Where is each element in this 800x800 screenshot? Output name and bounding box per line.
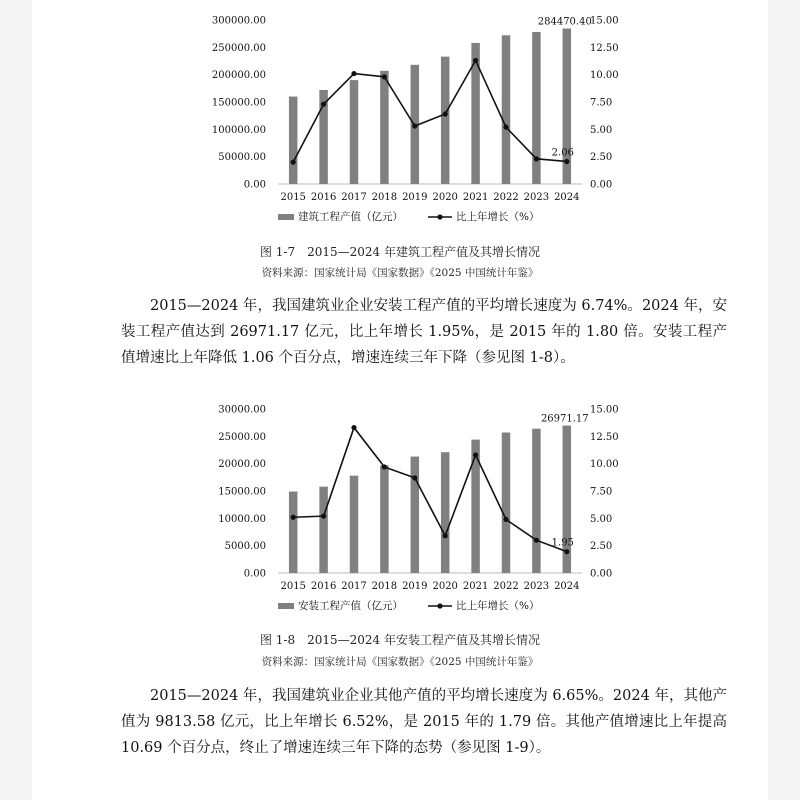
- figure-source-1-8: 资料来源：国家统计局《国家数据》《2025 中国统计年鉴》: [261, 656, 539, 668]
- x-axis-tick-label: 2018: [371, 192, 398, 203]
- growth-rate-point: [291, 160, 296, 165]
- growth-rate-point: [291, 515, 296, 520]
- bar: [289, 492, 298, 573]
- bar: [502, 35, 511, 184]
- x-axis-tick-label: 2019: [402, 192, 428, 203]
- left-axis-tick-label: 30000.00: [218, 404, 266, 416]
- right-axis-tick-label: 7.50: [590, 97, 613, 109]
- growth-rate-point: [564, 159, 569, 164]
- line-data-label: 1.95: [551, 537, 574, 549]
- right-axis-tick-label: 10.00: [590, 70, 619, 82]
- left-axis-tick-label: 10000.00: [218, 513, 266, 525]
- paragraph-installation-output: 2015—2024 年，我国建筑业企业安装工程产值的平均增长速度为 6.74%。2024 年，安装工程产值达到 26971.17 亿元，比上年增长 1.95%，是 2015 年的 1.80 倍。安装工程产值增速比上年降低 1.06 个百分点，增速连续三年下降（参见图 1-8）。: [121, 298, 727, 366]
- growth-rate-point: [473, 58, 478, 63]
- bar: [441, 57, 450, 184]
- x-axis-tick-label: 2017: [341, 192, 367, 203]
- x-axis-tick-label: 2021: [462, 192, 489, 203]
- x-axis-tick-label: 2019: [402, 581, 428, 592]
- figure-source-1-7: 资料来源：国家统计局《国家数据》《2025 中国统计年鉴》: [261, 267, 539, 279]
- figure-caption-1-7: 图 1-7 2015—2024 年建筑工程产值及其增长情况: [259, 245, 541, 259]
- left-axis-tick-label: 15000.00: [218, 486, 266, 498]
- x-axis-tick-label: 2024: [554, 581, 580, 592]
- right-axis-tick-label: 15.00: [590, 15, 619, 27]
- left-axis-tick-label: 0.00: [243, 179, 266, 191]
- growth-rate-line: [293, 60, 567, 162]
- x-axis-tick-label: 2020: [432, 581, 458, 592]
- growth-rate-point: [351, 425, 356, 430]
- bar: [289, 97, 298, 184]
- left-axis-tick-label: 50000.00: [218, 152, 266, 164]
- legend-bar-label: 安装工程产值（亿元）: [298, 600, 403, 612]
- x-axis-tick-label: 2023: [523, 192, 550, 203]
- left-axis-tick-label: 20000.00: [218, 459, 266, 471]
- left-axis-tick-label: 100000.00: [211, 124, 266, 136]
- chart-construction-output-svg: [32, 8, 768, 230]
- figure-caption-1-8: 图 1-8 2015—2024 年安装工程产值及其增长情况: [259, 633, 541, 647]
- chart-installation-output-svg: [32, 397, 768, 619]
- document-page: [32, 0, 768, 800]
- legend-line-marker: [437, 214, 442, 219]
- left-axis-tick-label: 5000.00: [224, 541, 266, 553]
- x-axis-tick-label: 2022: [493, 581, 519, 592]
- right-axis-tick-label: 2.50: [590, 541, 613, 553]
- x-axis-tick-label: 2023: [523, 581, 550, 592]
- bar: [441, 452, 450, 573]
- growth-rate-point: [412, 123, 417, 128]
- right-axis-tick-label: 12.50: [590, 42, 619, 54]
- chart-construction-output: [32, 8, 768, 230]
- growth-rate-point: [473, 452, 478, 457]
- legend-line-label: 比上年增长（%）: [456, 600, 540, 612]
- growth-rate-point: [321, 102, 326, 107]
- growth-rate-point: [534, 538, 539, 543]
- x-axis-tick-label: 2018: [371, 581, 398, 592]
- growth-rate-point: [534, 156, 539, 161]
- right-axis-tick-label: 0.00: [590, 179, 613, 191]
- right-axis-tick-label: 5.00: [590, 124, 613, 136]
- left-axis-tick-label: 300000.00: [211, 15, 266, 27]
- x-axis-tick-label: 2015: [280, 581, 306, 592]
- legend-bar-swatch: [278, 603, 294, 609]
- bar-data-label: 284470.40: [537, 16, 592, 28]
- bar: [380, 71, 389, 184]
- bar: [319, 487, 328, 573]
- legend-bar-swatch: [278, 214, 294, 220]
- growth-rate-point: [503, 125, 508, 130]
- bar: [532, 429, 541, 573]
- growth-rate-point: [564, 549, 569, 554]
- left-axis-tick-label: 25000.00: [218, 431, 266, 443]
- right-axis-tick-label: 5.00: [590, 513, 613, 525]
- growth-rate-point: [503, 517, 508, 522]
- right-axis-tick-label: 15.00: [590, 404, 619, 416]
- growth-rate-point: [321, 514, 326, 519]
- left-axis-tick-label: 250000.00: [211, 42, 266, 54]
- bar: [380, 465, 389, 573]
- x-axis-tick-label: 2015: [280, 192, 306, 203]
- growth-rate-point: [382, 74, 387, 79]
- x-axis-tick-label: 2016: [310, 581, 337, 592]
- right-axis-tick-label: 10.00: [590, 459, 619, 471]
- right-axis-tick-label: 7.50: [590, 486, 613, 498]
- line-data-label: 2.06: [551, 147, 574, 159]
- legend-line-marker: [437, 603, 442, 608]
- left-axis-tick-label: 200000.00: [211, 70, 266, 82]
- right-axis-tick-label: 0.00: [590, 568, 613, 580]
- growth-rate-point: [443, 533, 448, 538]
- growth-rate-point: [412, 475, 417, 480]
- bar: [502, 433, 511, 573]
- paragraph-other-output: 2015—2024 年，我国建筑业企业其他产值的平均增长速度为 6.65%。2024 年，其他产值为 9813.58 亿元，比上年增长 6.52%，是 2015 年的 1.79 倍。其他产值增速比上年提高 10.69 个百分点，终止了增速连续三年下降的态势（参见图 1-9）。: [121, 688, 727, 756]
- right-axis-tick-label: 12.50: [590, 431, 619, 443]
- growth-rate-point: [382, 464, 387, 469]
- x-axis-tick-label: 2024: [554, 192, 580, 203]
- bar: [350, 80, 359, 184]
- legend-line-label: 比上年增长（%）: [456, 211, 540, 223]
- chart-installation-output: [32, 397, 768, 619]
- left-axis-tick-label: 150000.00: [211, 97, 266, 109]
- x-axis-tick-label: 2021: [462, 581, 489, 592]
- bar: [350, 476, 359, 573]
- bar: [411, 457, 420, 573]
- legend-bar-label: 建筑工程产值（亿元）: [298, 211, 403, 223]
- growth-rate-point: [443, 111, 448, 116]
- left-axis-tick-label: 0.00: [243, 568, 266, 580]
- bar-data-label: 26971.17: [540, 413, 589, 425]
- right-axis-tick-label: 2.50: [590, 152, 613, 164]
- growth-rate-line: [293, 428, 567, 552]
- growth-rate-point: [351, 71, 356, 76]
- x-axis-tick-label: 2017: [341, 581, 367, 592]
- x-axis-tick-label: 2020: [432, 192, 458, 203]
- x-axis-tick-label: 2016: [310, 192, 337, 203]
- x-axis-tick-label: 2022: [493, 192, 519, 203]
